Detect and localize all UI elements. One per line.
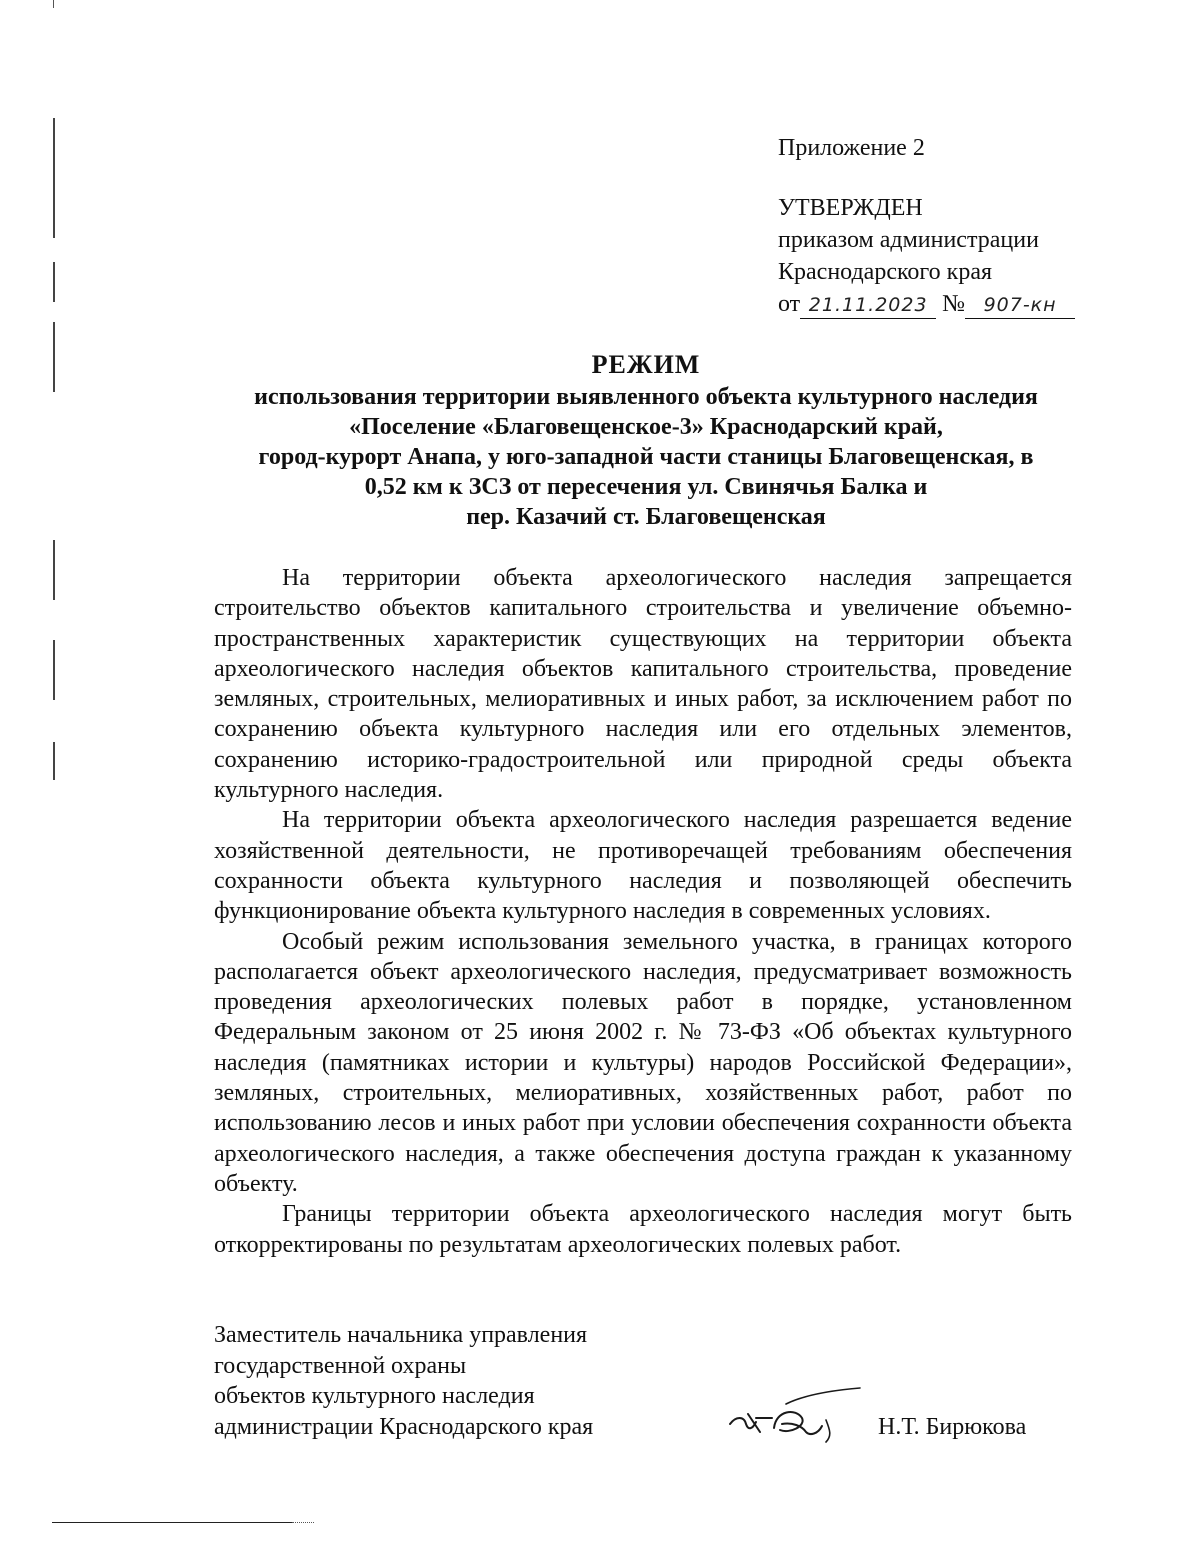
title-heading: РЕЖИМ xyxy=(591,350,701,379)
date-prefix: от xyxy=(778,291,801,317)
approval-status: УТВЕРЖДЕН xyxy=(778,195,923,221)
scan-margin-mark xyxy=(53,322,55,392)
document-body xyxy=(214,563,1072,1260)
signer-position xyxy=(214,1320,593,1442)
scan-margin-mark xyxy=(53,262,55,302)
number-sign: № xyxy=(942,291,966,317)
scan-margin-mark xyxy=(53,742,55,780)
title-line-5: пер. Казачий ст. Благовещенская xyxy=(466,504,826,530)
scan-footer-line xyxy=(52,1522,292,1523)
handwritten-date: 21.11.2023 xyxy=(800,292,936,319)
title-line-3: город-курорт Анапа, у юго-западной части станицы Благовещенская, в xyxy=(258,444,1034,470)
signer-name: Н.Т. Бирюкова xyxy=(878,1414,1027,1440)
scan-margin-mark xyxy=(53,640,55,700)
scan-margin-mark xyxy=(53,118,55,238)
handwritten-signature xyxy=(726,1380,866,1450)
scan-margin-mark xyxy=(53,540,55,600)
scan-footer-dots xyxy=(292,1522,314,1524)
paragraph: На территории объекта археологического наследия разрешается ведение хозяйственной деятельности, не противоречащей требованиям обеспечения сохранности объекта культурного наследия и позволяющей обеспечить функционирование объекта культурного наследия в современных условиях. xyxy=(214,807,1072,925)
document-title xyxy=(210,350,1082,532)
handwritten-number: 907-кн xyxy=(965,292,1075,319)
signer-position-line-1: Заместитель начальника управления xyxy=(214,1322,588,1348)
annex-label: Приложение 2 xyxy=(778,135,925,161)
approval-line-1: приказом администрации xyxy=(778,227,1039,253)
scan-artifact-tick xyxy=(53,0,54,8)
signer-position-line-3: объектов культурного наследия xyxy=(214,1383,535,1409)
title-line-1: использования территории выявленного объекта культурного наследия xyxy=(254,384,1038,410)
paragraph: Особый режим использования земельного участка, в границах которого располагается объект археологического наследия, предусматривает возможность проведения археологических полевых работ в порядке, установленном Федеральным законом от 25 июня 2002 г. № 73-ФЗ «Об объектах культурного наследия (памятниках истории и культуры) народов Российской Федерации», земляных, строительных, мелиоративных, хозяйственных работ, работ по использованию лесов и иных работ при условии обеспечения сохранности объекта археологического наследия, а также обеспечения доступа граждан к указанному объекту. xyxy=(214,928,1072,1197)
approval-date-line xyxy=(778,288,1075,320)
signer-position-line-2: государственной охраны xyxy=(214,1352,467,1379)
signer-position-line-4: администрации Краснодарского края xyxy=(214,1413,594,1440)
approval-line-2: Краснодарского края xyxy=(778,259,993,285)
title-line-2: «Поселение «Благовещенское-3» Краснодарский край, xyxy=(349,414,943,440)
approval-block xyxy=(778,132,1075,320)
paragraph: Границы территории объекта археологического наследия могут быть откорректированы по результатам археологических полевых работ. xyxy=(214,1201,1072,1258)
paragraph: На территории объекта археологического наследия запрещается строительство объектов капитального строительства и увеличение объемно-пространственных характеристик существующих на территории объекта археологического наследия объектов капитального строительства, проведение земляных, строительных, мелиоративных и иных работ, за исключением работ по сохранению объекта культурного наследия или его отдельных элементов, сохранению историко-градостроительной или природной среды объекта культурного наследия. xyxy=(214,565,1072,804)
title-line-4: 0,52 км к ЗСЗ от пересечения ул. Свинячья Балка и xyxy=(364,474,928,500)
